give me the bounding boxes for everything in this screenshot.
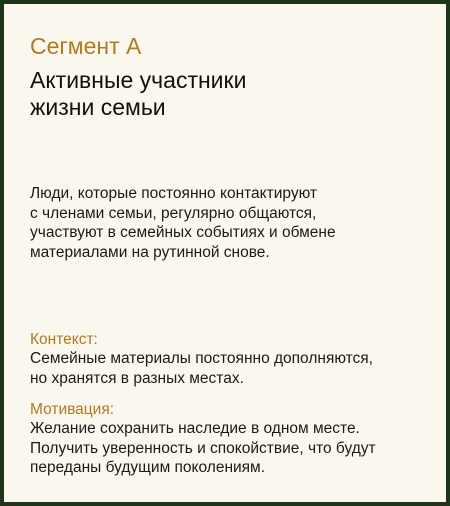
description-line: Люди, которые постоянно контактируют xyxy=(30,185,317,202)
description-line: с членами семьи, регулярно общаются, xyxy=(30,204,317,222)
motivation-line: переданы будущим поколениям. xyxy=(30,459,266,476)
description-line: участвуют в семейных событиях и обмене xyxy=(30,224,336,241)
segment-description xyxy=(30,184,430,262)
motivation-text xyxy=(30,419,435,478)
context-label: Контекст: xyxy=(30,331,98,348)
context-line: но хранятся в разных местах. xyxy=(30,369,244,387)
segment-card xyxy=(4,4,446,502)
motivation-label: Мотивация: xyxy=(30,401,115,418)
motivation-line: Желание сохранить наследие в одном месте. xyxy=(30,420,360,437)
segment-label: Сегмент А xyxy=(30,33,142,59)
context-line: Семейные материалы постоянно дополняются, xyxy=(30,350,373,367)
segment-title-line: жизни семьи xyxy=(30,94,166,120)
segment-title-line: Активные участники xyxy=(30,67,247,93)
context-text xyxy=(30,349,435,388)
description-line: материалами на рутинной снове. xyxy=(30,243,270,261)
motivation-line: Получить уверенность и спокойствие, что будут xyxy=(30,439,376,457)
segment-title xyxy=(30,67,420,121)
